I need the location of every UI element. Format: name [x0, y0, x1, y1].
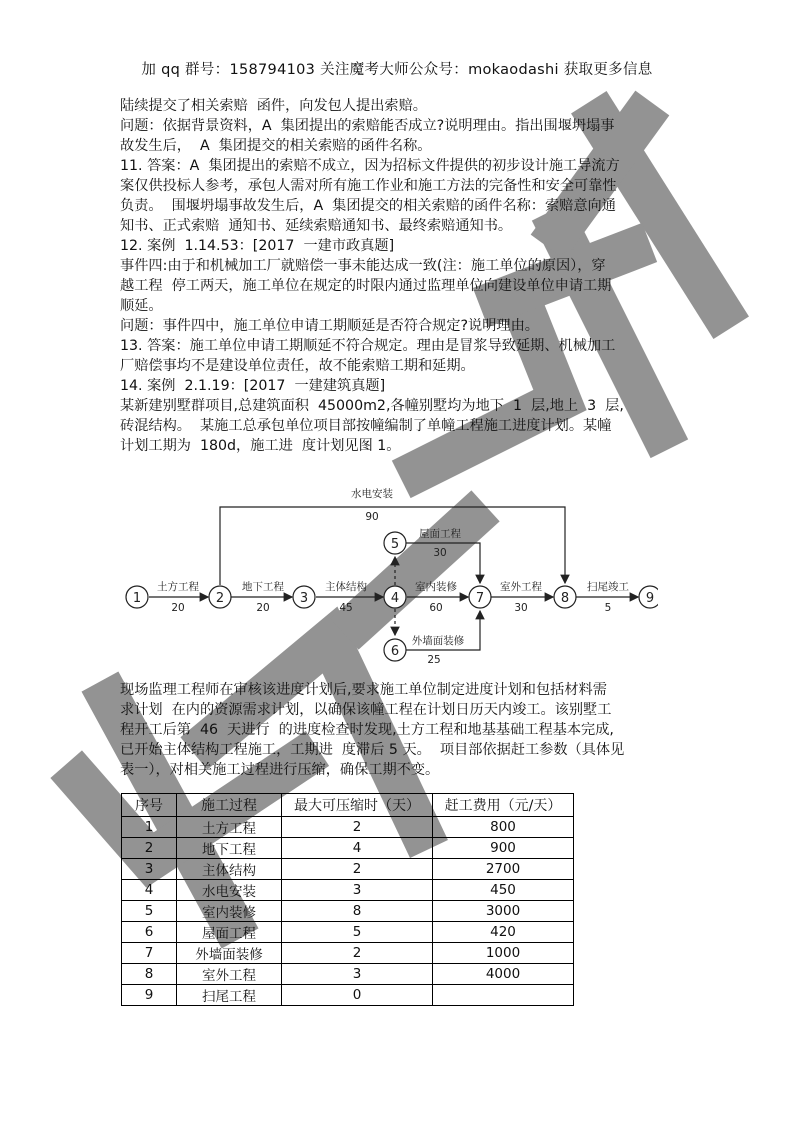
crash-cost-table — [121, 793, 574, 1006]
table-cell: 2 — [282, 859, 433, 880]
node-label: 1 — [132, 591, 142, 606]
table-cell: 3000 — [433, 901, 574, 922]
table-cell: 7 — [122, 943, 177, 964]
table-cell: 5 — [122, 901, 177, 922]
table-cell: 屋面工程 — [177, 922, 282, 943]
paragraph-line: 知书、正式索赔 通知书、延续索赔通知书、最终索赔通知书。 — [120, 218, 513, 234]
node-label: 2 — [215, 591, 225, 606]
table-header-row — [122, 794, 574, 817]
activity-name: 室外工程 — [500, 581, 542, 593]
activity-duration: 30 — [514, 602, 528, 614]
paragraph-line: 案仅供投标人参考，承包人需对所有施工作业和施工方法的完备性和安全可靠性 — [120, 178, 617, 194]
table-cell: 室外工程 — [177, 964, 282, 985]
paragraph-line: 砖混结构。 某施工总承包单位项目部按幢编制了单幢工程施工进度计划。某幢 — [120, 418, 612, 434]
activity-name: 扫尾竣工 — [587, 581, 629, 593]
activity-name: 地下工程 — [242, 581, 284, 593]
table-cell: 主体结构 — [177, 859, 282, 880]
paragraph-line: 求计划 在内的资源需求计划，以确保该幢工程在计划日历天内竣工。该别墅工 — [120, 702, 612, 718]
table-cell: 8 — [122, 964, 177, 985]
table-row — [122, 859, 574, 880]
activity-name: 土方工程 — [157, 581, 199, 593]
paragraph-line: 问题：依据背景资料，A 集团提出的索赔能否成立?说明理由。指出围堰坍塌事 — [120, 118, 615, 134]
table-cell: 4 — [122, 880, 177, 901]
paragraph-line: 现场监理工程师在审核该进度计划后,要求施工单位制定进度计划和包括材料需 — [120, 682, 607, 698]
paragraph-line: 已开始主体结构工程施工，工期进 度滞后 5 天。 项目部依据赶工参数（具体见 — [120, 742, 625, 758]
activity-duration: 60 — [429, 602, 443, 614]
table-row — [122, 901, 574, 922]
table-cell: 3 — [122, 859, 177, 880]
paragraph-line: 事件四:由于和机械加工厂就赔偿一事未能达成一致(注：施工单位的原因），穿 — [120, 258, 606, 274]
column-header: 最大可压缩时（天） — [282, 794, 433, 817]
table-cell: 水电安装 — [177, 880, 282, 901]
table-cell: 1000 — [433, 943, 574, 964]
body-text-bottom — [120, 680, 680, 780]
table-cell: 3 — [282, 880, 433, 901]
paragraph-line: 故发生后， A 集团提交的相关索赔的函件名称。 — [120, 138, 432, 154]
table-cell: 0 — [282, 985, 433, 1006]
activity-name: 室内装修 — [415, 581, 457, 593]
activity-name: 屋面工程 — [419, 528, 461, 540]
column-header: 施工过程 — [177, 794, 282, 817]
node-label: 4 — [390, 591, 400, 606]
activity-duration: 25 — [427, 654, 441, 666]
table-cell: 5 — [282, 922, 433, 943]
paragraph-line: 计划工期为 180d，施工进 度计划见图 1。 — [120, 438, 401, 454]
activity-name: 水电安装 — [351, 488, 393, 500]
activity-duration: 90 — [365, 511, 379, 523]
page-header: 加 qq 群号：158794103 关注魔考大师公众号：mokaodashi 获取更多信息 — [141, 62, 653, 78]
paragraph-line: 表一），对相关施工过程进行压缩，确保工期不变。 — [120, 762, 440, 778]
table-cell: 室内装修 — [177, 901, 282, 922]
column-header: 序号 — [122, 794, 177, 817]
table-cell — [433, 985, 574, 1006]
table-cell: 3 — [282, 964, 433, 985]
table-cell: 900 — [433, 838, 574, 859]
paragraph-line: 负责。 围堰坍塌事故发生后，A 集团提交的相关索赔的函件名称：索赔意向通 — [120, 198, 616, 214]
table-cell: 2 — [282, 817, 433, 838]
table-cell: 扫尾工程 — [177, 985, 282, 1006]
paragraph-line: 厂赔偿事均不是建设单位责任，故不能索赔工期和延期。 — [120, 358, 475, 374]
table-cell: 外墙面装修 — [177, 943, 282, 964]
activity-name: 主体结构 — [325, 581, 367, 593]
network-diagram — [118, 480, 658, 670]
activity-duration: 30 — [433, 547, 447, 559]
table-cell: 2 — [122, 838, 177, 859]
paragraph-line: 顺延。 — [120, 298, 163, 314]
paragraph-line: 12. 案例 1.14.53：[2017 一建市政真题] — [120, 238, 395, 254]
activity-duration: 20 — [171, 602, 185, 614]
paragraph-line: 程开工后第 46 天进行 的进度检查时发现,土方工程和地基基础工程基本完成, — [120, 722, 614, 738]
paragraph-line: 陆续提交了相关索赔 函件，向发包人提出索赔。 — [120, 98, 427, 114]
activity-name: 外墙面装修 — [411, 635, 465, 647]
table-row — [122, 880, 574, 901]
body-text-top — [120, 96, 680, 456]
table-row — [122, 964, 574, 985]
table-cell: 1 — [122, 817, 177, 838]
table-cell: 4 — [282, 838, 433, 859]
node-label: 6 — [390, 644, 400, 659]
table-row — [122, 943, 574, 964]
table-cell: 9 — [122, 985, 177, 1006]
table-cell: 地下工程 — [177, 838, 282, 859]
table-cell: 8 — [282, 901, 433, 922]
column-header: 赶工费用（元/天） — [433, 794, 574, 817]
table-row — [122, 817, 574, 838]
activity-duration: 5 — [604, 602, 612, 614]
paragraph-line: 11. 答案：A 集团提出的索赔不成立，因为招标文件提供的初步设计施工导流方 — [120, 158, 620, 174]
node-label: 5 — [390, 537, 400, 552]
node-label: 3 — [299, 591, 309, 606]
table-row — [122, 838, 574, 859]
node-label: 9 — [645, 591, 655, 606]
table-cell: 450 — [433, 880, 574, 901]
node-label: 8 — [560, 591, 570, 606]
table-cell: 2 — [282, 943, 433, 964]
node-label: 7 — [475, 591, 485, 606]
table-cell: 4000 — [433, 964, 574, 985]
paragraph-line: 越工程 停工两天，施工单位在规定的时限内通过监理单位向建设单位申请工期 — [120, 278, 612, 294]
table-row — [122, 922, 574, 943]
activity-duration: 45 — [339, 602, 353, 614]
activity-duration: 20 — [256, 602, 270, 614]
table-cell: 800 — [433, 817, 574, 838]
table-cell: 420 — [433, 922, 574, 943]
table-row — [122, 985, 574, 1006]
table-cell: 2700 — [433, 859, 574, 880]
paragraph-line: 13. 答案：施工单位申请工期顺延不符合规定。理由是冒浆导致延期、机械加工 — [120, 338, 616, 354]
paragraph-line: 某新建别墅群项目,总建筑面积 45000m2,各幢别墅均为地下 1 层,地上 3 层, — [120, 398, 624, 414]
paragraph-line: 问题：事件四中，施工单位申请工期顺延是否符合规定?说明理由。 — [120, 318, 539, 334]
paragraph-line: 14. 案例 2.1.19：[2017 一建建筑真题] — [120, 378, 386, 394]
table-cell: 6 — [122, 922, 177, 943]
table-cell: 土方工程 — [177, 817, 282, 838]
